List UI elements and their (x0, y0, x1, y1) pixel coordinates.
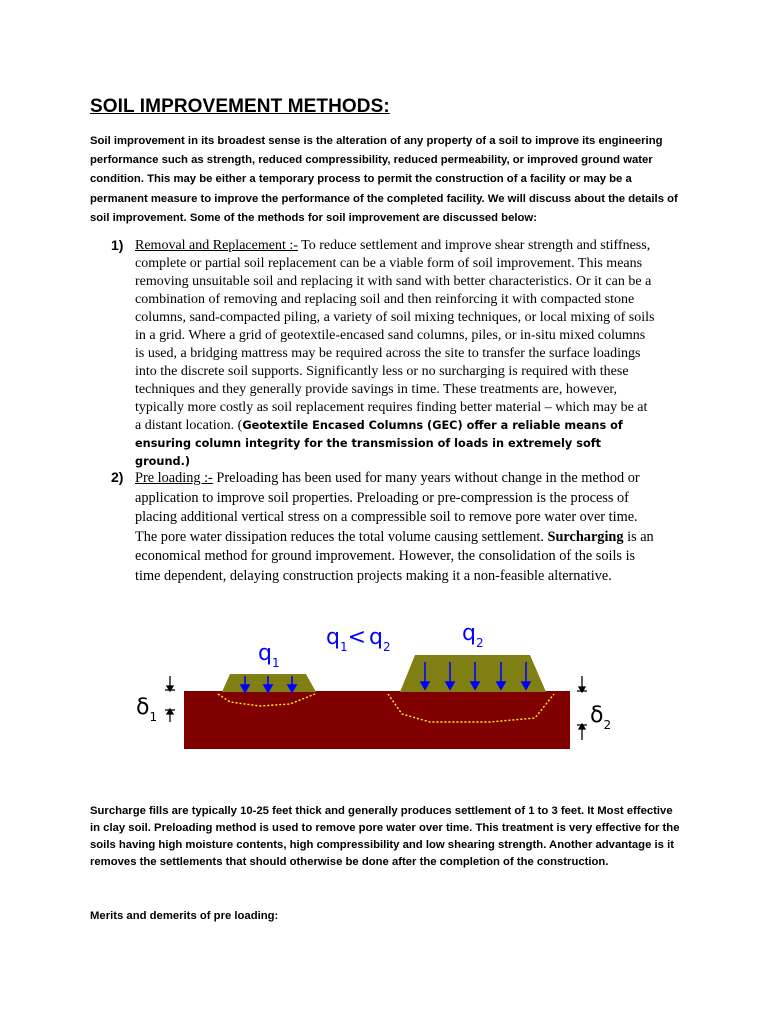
q1-label: $q_1$ (258, 641, 280, 670)
delta1-label: $\delta_1$ (136, 695, 158, 724)
page-title: SOIL IMPROVEMENT METHODS: (90, 96, 390, 117)
item-text (135, 237, 655, 471)
gec-note: Geotextile Encased Columns (GEC) offer a reliable means of ensuring column integrity for the transmission of loads in extremely soft ground.) (135, 419, 623, 468)
list-item-removal-replacement (111, 237, 655, 471)
item-heading: Pre loading :- (135, 470, 213, 486)
intro-paragraph: Soil improvement in its broadest sense is the alteration of any property of a soil to improve its engineering performance such as strength, reduced compressibility, reduced permeability, or improved ground water condition. This may be either a temporary process to permit the construction of a facility or may be a permanent measure to improve the performance of the completed facility. We will discuss about the details of soil improvement. Some of the methods for soil improvement are discussed below: (90, 135, 678, 224)
list-number: 2) (111, 469, 124, 485)
item-body: To reduce settlement and improve shear strength and stiffness, complete or partial soil replacement can be a viable form of soil improvement. This means removing unsuitable soil and replacing it with sand with better characteristics. Or it can be a combination of removing and replacing soil and then reinforcing it with compacted stone columns, sand-compacted piling, a variety of soil mixing techniques, or local mixing of soils in a grid. Where a grid of geotextile-encased sand columns, piles, or in-situ mixed columns is used, a bridging mattress may be required across the site to transfer the surface loadings into the discrete soil supports. Significantly less or no surcharging is required with these techniques and they generally provide savings in time. These treatments are, however, typically more costly as soil replacement requires finding better material – which may be at a distant location. (135, 238, 655, 433)
item-body: Preloading has been used for many years without change in the method or application to improve soil properties. Preloading or pre-compression is the process of placing additional vertical stress on a compressible soil to remove pore water over time. The pore water dissipation reduces the total volume causing settlement. (135, 470, 640, 545)
surcharging-term: Surcharging (547, 528, 624, 545)
list-item-pre-loading (111, 469, 655, 586)
item-body-continued: is an economical method for ground improvement. However, the consolidation of the soils is time dependent, delaying construction projects making it a non-feasible alternative. (135, 528, 654, 584)
delta1-arrows (165, 676, 175, 722)
soil-layer (184, 691, 570, 749)
list-number: 1) (111, 237, 124, 253)
preloading-diagram (130, 618, 640, 753)
delta2-arrows (577, 676, 587, 740)
delta2-label: $\delta_2$ (590, 703, 612, 732)
q-relation-label: $q_1< q_2$ (326, 625, 391, 654)
item-heading: Removal and Replacement :- (135, 238, 298, 253)
merits-heading: Merits and demerits of pre loading: (90, 910, 279, 922)
surcharge-paragraph: Surcharge fills are typically 10-25 feet thick and generally produces settlement of 1 to 3 feet. It Most effective in clay soil. Preloading method is used to remove pore water over time. This treatment is very effective for the soils having high moisture contents, high compressibility and low shearing strength. Another advantage is it removes the settlements that should otherwise be done after the completion of the construction. (90, 805, 680, 868)
note-paren: ( (237, 418, 243, 433)
item-text (135, 469, 655, 586)
q2-label: $q_2$ (462, 621, 484, 650)
